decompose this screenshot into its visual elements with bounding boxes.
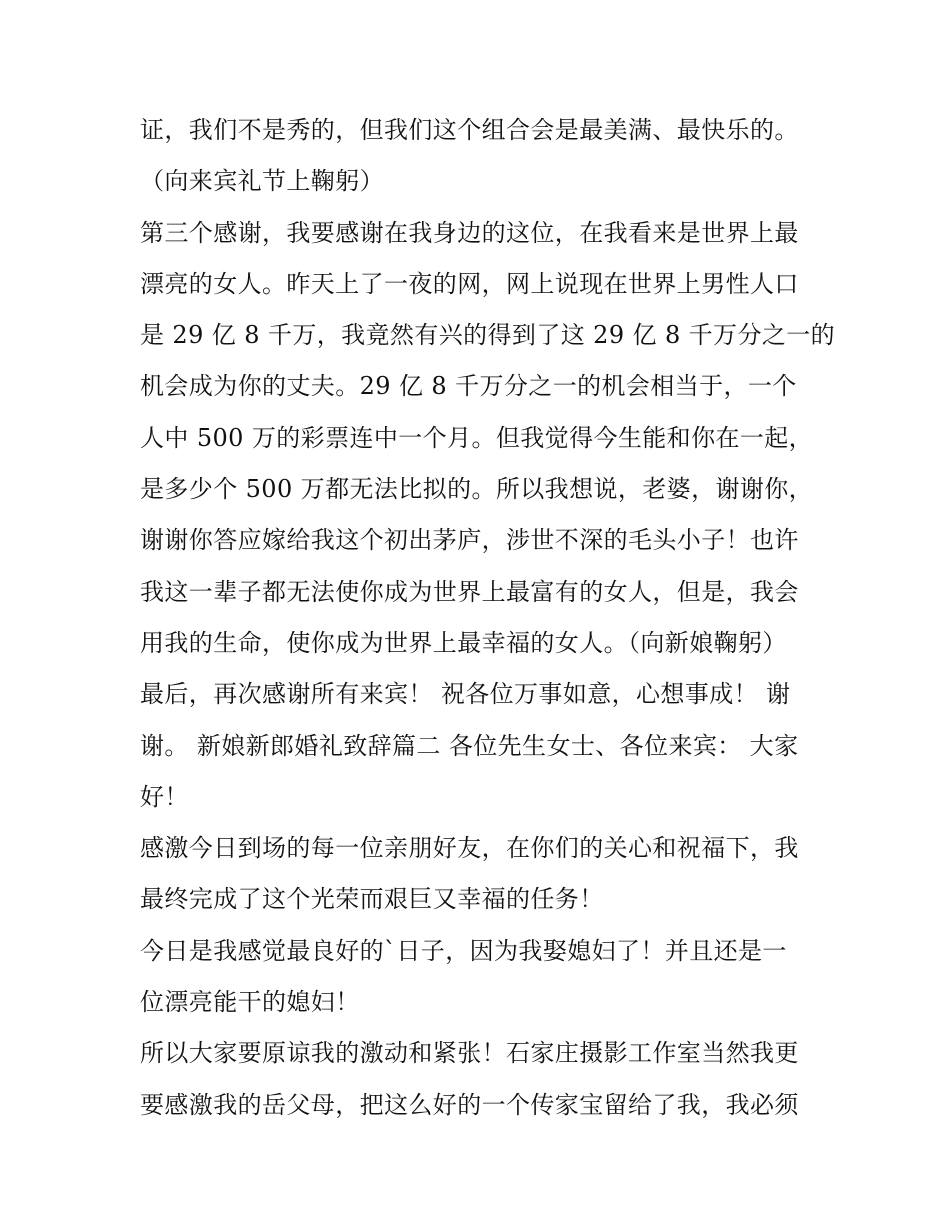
text-line: 是 29 亿 8 千万，我竟然有兴的得到了这 29 亿 8 千万分之一的 <box>140 321 836 350</box>
text-line: 是多少个 500 万都无法比拟的。所以我想说，老婆，谢谢你， <box>140 475 814 504</box>
text-line: 用我的生命，使你成为世界上最幸福的女人。（向新娘鞠躬） <box>140 628 787 657</box>
text-line: 谢谢你答应嫁给我这个初出茅庐，涉世不深的毛头小子！也许 <box>140 526 799 555</box>
text-line: 要感激我的岳父母，把这么好的一个传家宝留给了我，我必须 <box>140 1090 799 1119</box>
text-line: 人中 500 万的彩票连中一个月。但我觉得今生能和你在一起， <box>140 423 814 452</box>
text-line: 机会成为你的丈夫。29 亿 8 千万分之一的机会相当于，一个 <box>140 372 797 401</box>
document-body <box>140 105 836 1131</box>
text-line: （向来宾礼节上鞠躬） <box>140 167 384 196</box>
text-line: 我这一辈子都无法使你成为世界上最富有的女人，但是，我会 <box>140 577 799 606</box>
text-line: 谢。 新娘新郎婚礼致辞篇二 各位先生女士、各位来宾： 大家 <box>140 731 799 760</box>
text-line: 证，我们不是秀的，但我们这个组合会是最美满、最快乐的。 <box>140 116 799 144</box>
text-line: 感激今日到场的每一位亲朋好友，在你们的关心和祝福下，我 <box>140 834 799 863</box>
text-line: 好！ <box>140 782 189 811</box>
text-line: 最终完成了这个光荣而艰巨又幸福的任务！ <box>140 885 604 914</box>
text-line: 今日是我感觉最良好的`日子，因为我娶媳妇了！并且还是一 <box>140 936 787 965</box>
text-line: 漂亮的女人。昨天上了一夜的网，网上说现在世界上男性人口 <box>140 269 799 298</box>
text-line: 所以大家要原谅我的激动和紧张！石家庄摄影工作室当然我更 <box>140 1039 799 1068</box>
text-line: 第三个感谢，我要感谢在我身边的这位，在我看来是世界上最 <box>140 218 799 247</box>
text-line: 最后，再次感谢所有来宾！ 祝各位万事如意，心想事成！ 谢 <box>140 680 791 709</box>
text-line: 位漂亮能干的媳妇！ <box>140 988 360 1017</box>
